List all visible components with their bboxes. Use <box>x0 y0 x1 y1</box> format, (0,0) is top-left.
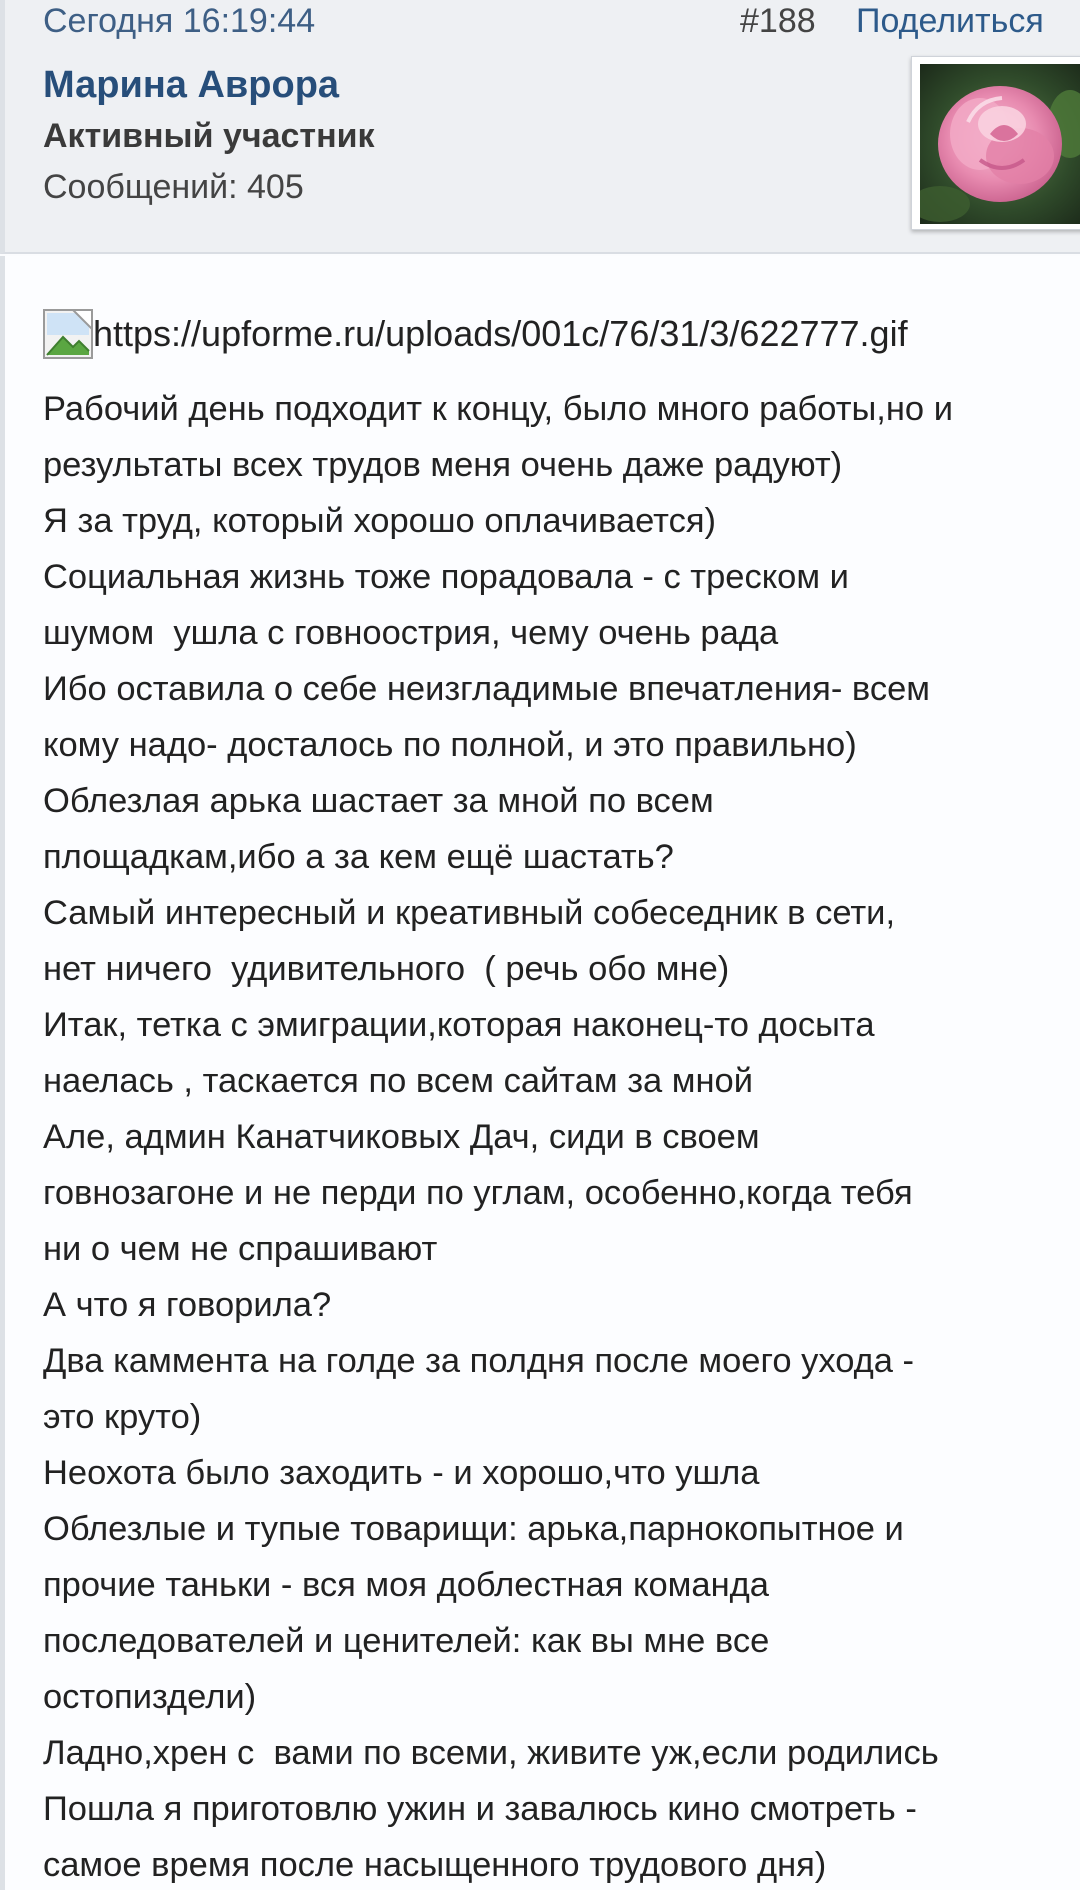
post-line: А что я говорила? <box>43 1286 332 1324</box>
post-line: Пошла я приготовлю ужин и завалюсь кино смотреть - <box>43 1790 917 1828</box>
post-line: последователей и ценителей: как вы мне все <box>43 1622 770 1660</box>
post-line: Ибо оставила о себе неизгладимые впечатления- всем <box>43 670 930 708</box>
post-line: Облезлая арька шастает за мной по всем <box>43 782 714 820</box>
post-line: Социальная жизнь тоже порадовала - с треском и <box>43 558 849 596</box>
post-line: Але, админ Канатчиковых Дач, сиди в своем <box>43 1118 760 1156</box>
rose-avatar-icon <box>920 64 1080 224</box>
post-header <box>0 0 1080 254</box>
share-link[interactable]: Поделиться <box>856 2 1044 40</box>
post-body <box>0 256 1080 1890</box>
post-line: Облезлые и тупые товарищи: арька,парнокопытное и <box>43 1510 904 1548</box>
post-timestamp: Сегодня 16:19:44 <box>43 2 316 40</box>
post-line: площадкам,ибо а за кем ещё шастать? <box>43 838 674 876</box>
author-avatar[interactable] <box>911 56 1080 230</box>
post-line: остопиздели) <box>43 1678 257 1716</box>
post-line: прочие таньки - вся моя доблестная команда <box>43 1566 769 1604</box>
post-line: кому надо- досталось по полной, и это правильно) <box>43 726 857 764</box>
post-line: Неохота было заходить - и хорошо,что ушла <box>43 1454 760 1492</box>
post-image[interactable] <box>43 309 908 359</box>
broken-image-icon <box>43 309 93 359</box>
messages-label: Сообщений: <box>43 168 238 206</box>
post-line: говнозагоне и не перди по углам, особенно,когда тебя <box>43 1174 913 1212</box>
post-line: ни о чем не спрашивают <box>43 1230 438 1268</box>
post-line: шумом ушла с говноострия, чему очень рада <box>43 614 779 652</box>
image-alt-text: https://upforme.ru/uploads/001c/76/31/3/622777.gif <box>93 313 908 354</box>
post-line: наелась , таскается по всем сайтам за мной <box>43 1062 754 1100</box>
author-message-count <box>43 168 304 207</box>
post-text <box>43 381 1080 1890</box>
post-line: нет ничего удивительного ( речь обо мне) <box>43 950 730 988</box>
post-line: самое время после насыщенного трудового дня) <box>43 1846 827 1884</box>
messages-count: 405 <box>247 168 304 206</box>
post-line: Ладно,хрен с вами по всеми, живите уж,если родились <box>43 1734 939 1772</box>
author-rank: Активный участник <box>43 117 375 155</box>
post-line: Я за труд, который хорошо оплачивается) <box>43 502 717 540</box>
post-line: Рабочий день подходит к концу, было много работы,но и <box>43 390 953 428</box>
post-line: это круто) <box>43 1398 202 1436</box>
author-name[interactable]: Марина Аврора <box>43 64 340 106</box>
post-line: Итак, тетка с эмиграции,которая наконец-то досыта <box>43 1006 875 1044</box>
post-line: Два каммента на голде за полдня после моего ухода - <box>43 1342 915 1380</box>
post-line: Самый интересный и креативный собеседник в сети, <box>43 894 896 932</box>
post-line: результаты всех трудов меня очень даже радуют) <box>43 446 843 484</box>
post-number[interactable]: #188 <box>740 2 816 40</box>
